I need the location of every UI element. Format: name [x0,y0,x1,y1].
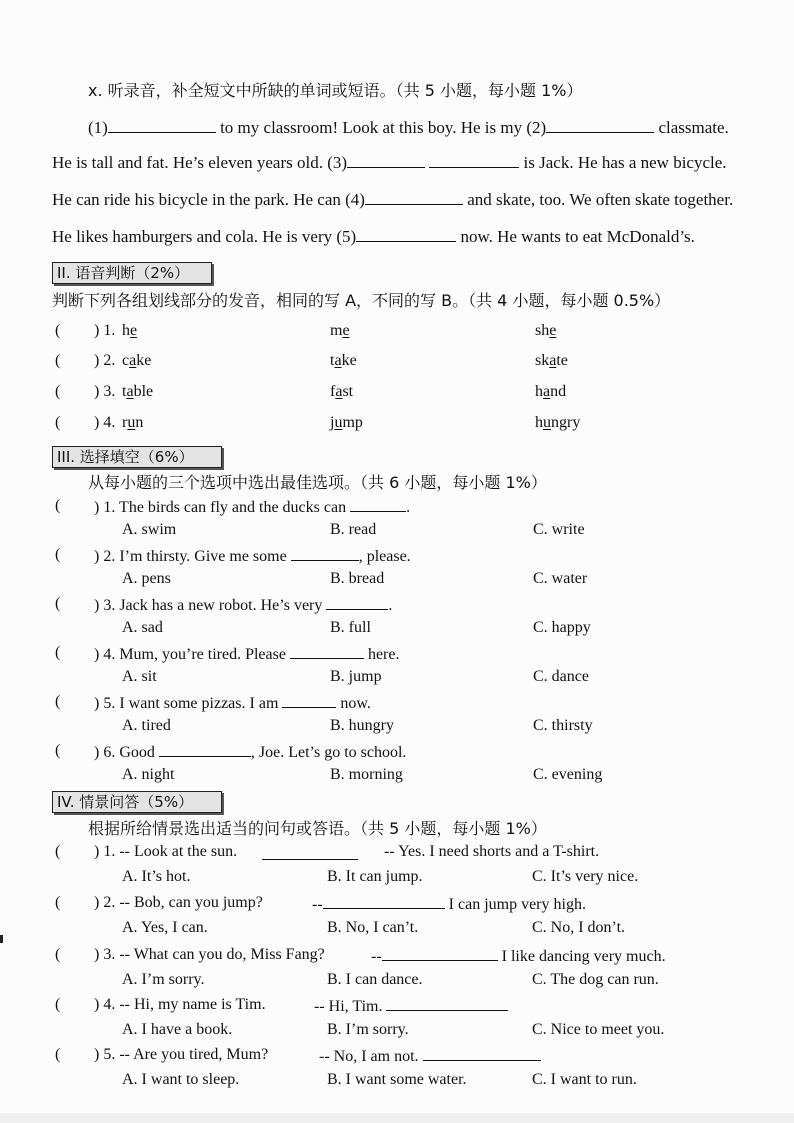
option-b[interactable]: B. It can jump. [327,868,423,885]
question-number: ) 3. [94,383,116,400]
question-stem [94,497,410,517]
option-a[interactable]: A. swim [122,521,177,538]
option-c[interactable]: C. evening [533,766,603,783]
underlined-letter: u [127,414,136,431]
answer-blank[interactable] [159,742,251,757]
option-a[interactable]: A. pens [122,570,171,587]
dialogue-question: ) 5. -- Are you tired, Mum? [94,1046,269,1063]
option-a[interactable]: A. night [122,766,175,783]
response-text: I can jump very high. [444,896,586,913]
question-tail: here. [363,646,400,663]
option-c[interactable]: C. The dog can run. [532,971,659,988]
option-b[interactable]: B. I’m sorry. [327,1021,409,1038]
answer-blank[interactable] [290,644,364,659]
question-number: ) 2. [94,352,116,369]
underlined-letter: a [543,383,551,400]
answer-blank[interactable] [282,693,336,708]
option-b[interactable]: B. No, I can’t. [327,919,419,936]
word-part: m [330,322,343,339]
answer-paren[interactable]: ( [55,322,61,339]
margin-mark [0,935,3,943]
response-text: -- Hi, Tim. [314,998,383,1015]
option-b[interactable]: B. jump [330,668,382,685]
option-c[interactable]: C. write [533,521,585,538]
option-c[interactable]: C. It’s very nice. [532,868,639,885]
answer-blank[interactable] [350,497,406,512]
answer-paren[interactable]: ( [55,742,61,759]
question-text: ) 2. I’m thirsty. Give me some [94,548,287,565]
response-text: -- Yes. I need shorts and a T-shirt. [384,843,600,860]
question-text: ) 4. Mum, you’re tired. Please [94,646,286,663]
question-tail: now. [336,695,371,712]
answer-paren[interactable]: ( [55,352,61,369]
blank-5[interactable] [356,227,456,242]
underlined-letter: a [335,383,343,400]
answer-blank-wrap [262,845,358,865]
part4-title: IV. 情景问答（5%） [52,791,222,813]
word-part: ngry [551,414,581,431]
option-a[interactable]: A. sad [122,619,163,636]
question-number: ) 4. [94,414,116,431]
answer-paren[interactable]: ( [55,383,61,400]
blank-4[interactable] [365,190,463,205]
answer-paren[interactable]: ( [55,1046,61,1063]
underlined-letter: e [342,322,350,339]
question-text: ) 6. Good [94,744,155,761]
phonics-word [330,383,353,401]
answer-paren[interactable]: ( [55,894,61,911]
dialogue-response [384,843,599,861]
question-stem [94,595,392,615]
phonics-word [122,414,143,432]
question-stem [94,693,371,713]
blank-3a[interactable] [347,153,425,168]
word-part: f [330,383,336,400]
answer-paren[interactable]: ( [55,644,61,661]
word-part: ke [341,352,357,369]
response-text: -- [312,896,323,913]
response-text: -- [371,948,382,965]
word-part: st [342,383,354,400]
word-part: t [330,352,335,369]
dialogue-response [319,1046,541,1066]
question-tail: . [388,597,393,614]
answer-blank[interactable] [386,996,508,1011]
phonics-word [535,352,568,370]
phonics-word [535,383,566,401]
option-c[interactable]: C. No, I don’t. [532,919,626,936]
option-c[interactable]: C. water [533,570,588,587]
part4-instruction: 根据所给情景选出适当的问句或答语。（共 5 小题，每小题 1%） [88,819,547,838]
option-b[interactable]: B. bread [330,570,385,587]
underlined-letter: u [543,414,551,431]
blank-2[interactable] [546,118,654,133]
option-b[interactable]: B. full [330,619,371,636]
option-c[interactable]: C. dance [533,668,589,685]
question-stem [94,742,406,762]
underlined-letter: e [130,322,138,339]
answer-paren[interactable]: ( [55,996,61,1013]
underlined-letter: a [549,352,557,369]
part2-instruction: 判断下列各组划线部分的发音，相同的写 A，不同的写 B。（共 4 小题，每小题 0.5%） [52,291,671,310]
option-c[interactable]: C. happy [533,619,591,636]
option-a[interactable]: A. I’m sorry. [122,971,205,988]
option-c[interactable]: C. thirsty [533,717,593,734]
dialogue-question: ) 2. -- Bob, can you jump? [94,894,263,911]
word-part: n [135,414,144,431]
page-bottom-edge [0,1113,794,1123]
word-part: sk [535,352,550,369]
word-part: nd [550,383,567,400]
option-a[interactable]: A. I want to sleep. [122,1071,240,1088]
option-a[interactable]: A. Yes, I can. [122,919,208,936]
part1-line-4: He likes hamburgers and cola. He is very (5) now. He wants to eat McDonald’s. [52,227,695,246]
answer-paren[interactable]: ( [55,546,61,563]
option-c[interactable]: C. I want to run. [532,1071,637,1088]
phonics-word [330,414,363,432]
dialogue-response [314,996,508,1016]
answer-paren[interactable]: ( [55,414,61,431]
option-a[interactable]: A. It’s hot. [122,868,191,885]
phonics-word [122,352,151,370]
answer-paren[interactable]: ( [55,693,61,710]
answer-blank[interactable] [423,1046,541,1061]
option-a[interactable]: A. sit [122,668,157,685]
phonics-word [122,322,137,340]
underlined-letter: e [549,322,557,339]
question-tail: , Joe. Let’s go to school. [250,744,407,761]
option-a[interactable]: A. tired [122,717,171,734]
word-part: r [122,414,128,431]
word-part: mp [342,414,363,431]
word-part: t [122,383,127,400]
dialogue-response [371,946,666,966]
word-part: ble [133,383,154,400]
part3-instruction: 从每小题的三个选项中选出最佳选项。（共 6 小题，每小题 1%） [88,473,547,492]
phonics-word [535,322,556,340]
answer-blank[interactable] [323,894,445,909]
underlined-letter: a [129,352,137,369]
question-number: ) 1. [94,322,116,339]
word-part: h [535,383,543,400]
option-b[interactable]: B. I can dance. [327,971,423,988]
word-part: ke [136,352,152,369]
option-b[interactable]: B. hungry [330,717,394,734]
dialogue-question: ) 4. -- Hi, my name is Tim. [94,996,266,1013]
word-part: h [122,322,130,339]
question-text: ) 1. The birds can fly and the ducks can [94,499,347,516]
answer-blank[interactable] [262,845,358,860]
blank-3b[interactable] [429,153,519,168]
part2-title: II. 语音判断（2%） [52,262,212,284]
answer-paren[interactable]: ( [55,497,61,514]
option-b[interactable]: B. I want some water. [327,1071,467,1088]
question-tail: . [406,499,411,516]
dialogue-question: ) 1. -- Look at the sun. [94,843,238,860]
part1-line-2: He is tall and fat. He’s eleven years old. (3) is Jack. He has a new bicycle. [52,153,727,172]
part1-line-3: He can ride his bicycle in the park. He can (4) and skate, too. We often skate together. [52,190,734,209]
option-c[interactable]: C. Nice to meet you. [532,1021,665,1038]
underlined-letter: u [334,414,343,431]
underlined-letter: a [126,383,134,400]
dialogue-response [312,894,586,914]
question-stem [94,644,399,664]
answer-paren[interactable]: ( [55,946,61,963]
phonics-word [535,414,580,432]
word-part: j [330,414,335,431]
part3-title: III. 选择填空（6%） [52,446,222,468]
answer-paren[interactable]: ( [55,843,61,860]
answer-blank[interactable] [326,595,388,610]
answer-blank[interactable] [291,546,359,561]
part1-heading: x. 听录音，补全短文中所缺的单词或短语。（共 5 小题，每小题 1%） [88,81,583,100]
phonics-word [330,352,357,370]
part1-line-1: (1) to my classroom! Look at this boy. He is my (2) classmate. [88,118,729,137]
option-b[interactable]: B. morning [330,766,403,783]
response-text: -- No, I am not. [319,1048,419,1065]
word-part: c [122,352,130,369]
question-text: ) 5. I want some pizzas. I am [94,695,279,712]
question-text: ) 3. Jack has a new robot. He’s very [94,597,323,614]
answer-blank[interactable] [382,946,498,961]
word-part: te [556,352,568,369]
blank-1[interactable] [108,118,216,133]
underlined-letter: a [334,352,342,369]
dialogue-question: ) 3. -- What can you do, Miss Fang? [94,946,325,963]
question-tail: , please. [358,548,411,565]
answer-paren[interactable]: ( [55,595,61,612]
phonics-word [330,322,350,340]
word-part: sh [535,322,550,339]
phonics-word [122,383,153,401]
option-b[interactable]: B. read [330,521,377,538]
word-part: h [535,414,543,431]
response-text: I like dancing very much. [497,948,666,965]
question-stem [94,546,411,566]
option-a[interactable]: A. I have a book. [122,1021,233,1038]
